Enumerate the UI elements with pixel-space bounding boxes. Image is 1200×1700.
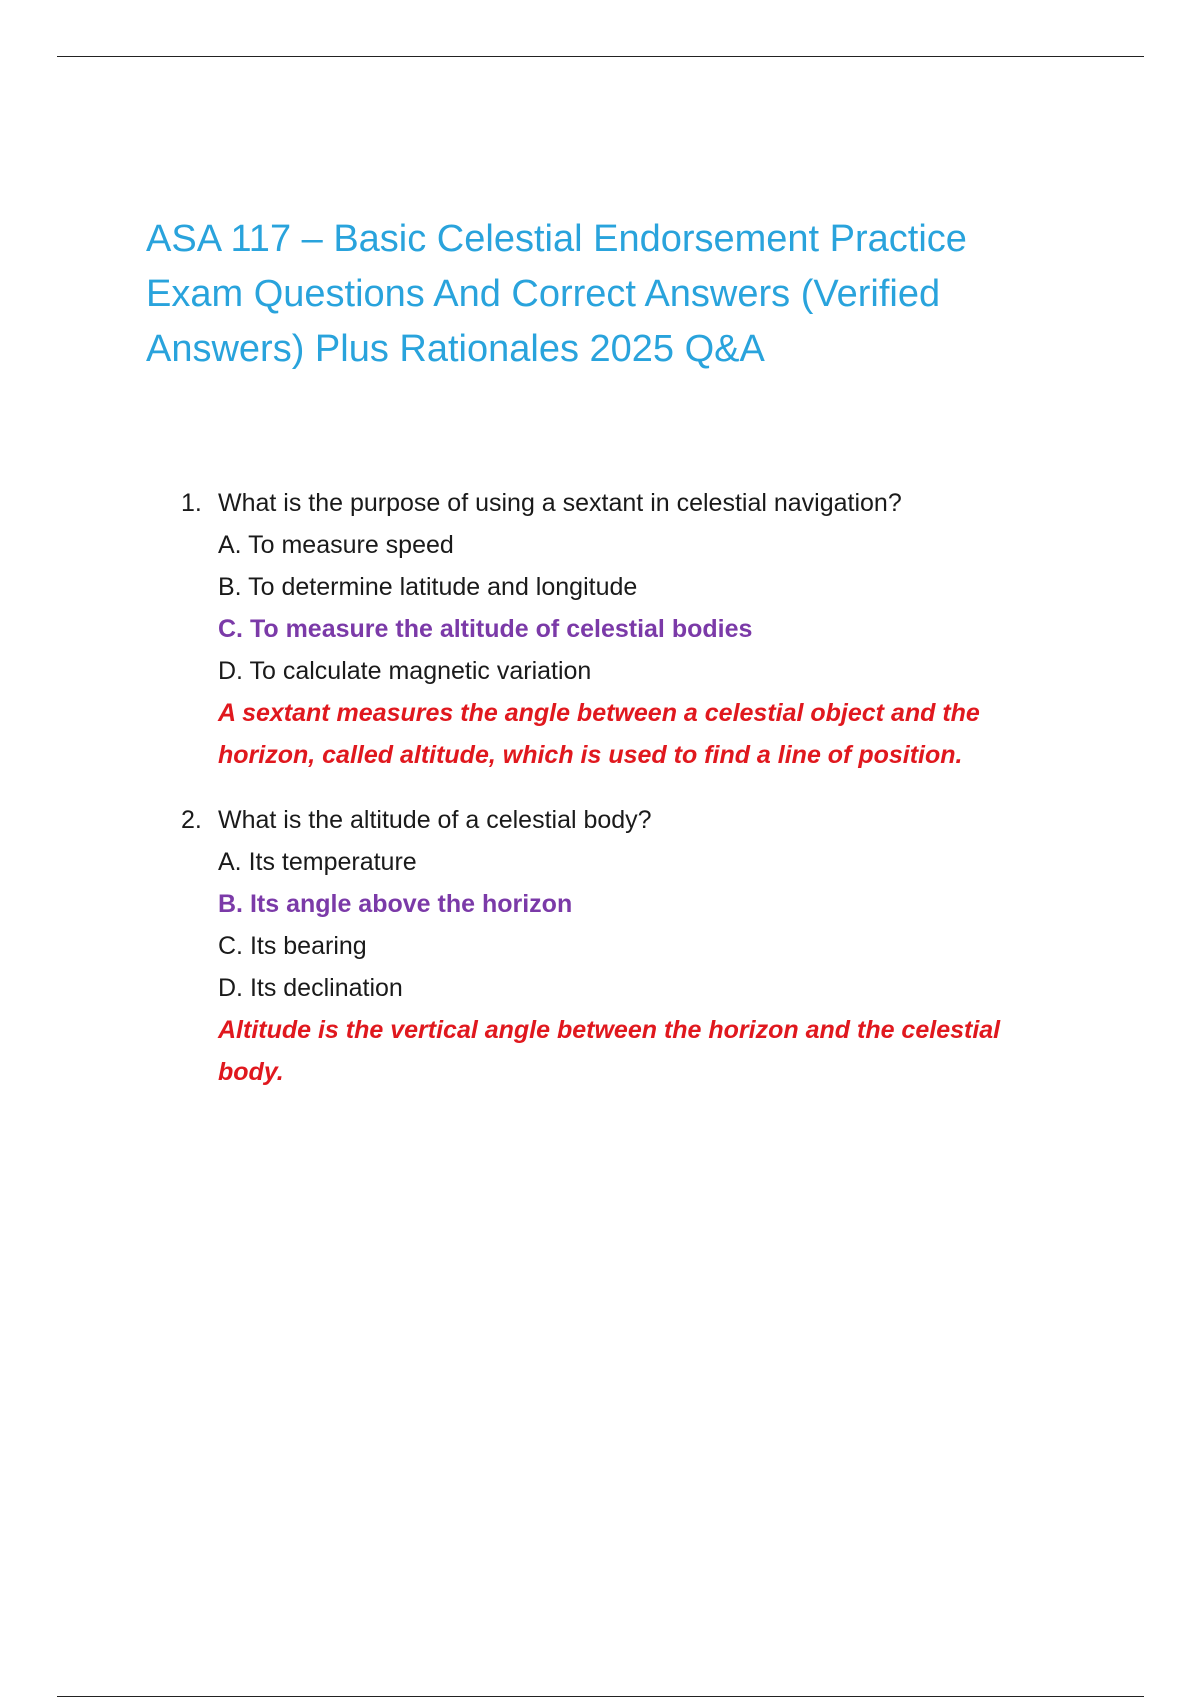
answer-option: A. Its temperature (218, 848, 417, 876)
answer-option: D. To calculate magnetic variation (218, 657, 592, 685)
answer-option: C. Its bearing (218, 932, 367, 960)
answer-option: A. To measure speed (218, 531, 454, 559)
question-text: What is the altitude of a celestial body? (218, 806, 652, 834)
correct-answer-option: B. Its angle above the horizon (218, 890, 573, 918)
header-rule (57, 56, 1144, 57)
question-number: 2. (181, 806, 202, 834)
answer-rationale: Altitude is the vertical angle between the horizon and the celestial body. (218, 1016, 1001, 1086)
question-text: What is the purpose of using a sextant in celestial navigation? (218, 489, 902, 517)
footer-rule (57, 1696, 1144, 1697)
answer-option: D. Its declination (218, 974, 403, 1002)
document-title: ASA 117 – Basic Celestial Endorsement Practice Exam Questions And Correct Answers (Verified Answers) Plus Rationales 2025 Q&A (146, 218, 967, 370)
correct-answer-option: C. To measure the altitude of celestial bodies (218, 615, 753, 643)
answer-rationale: A sextant measures the angle between a celestial object and the horizon, called altitude, which is used to find a line of position. (218, 699, 980, 769)
answer-option: B. To determine latitude and longitude (218, 573, 638, 601)
question-number: 1. (181, 489, 202, 517)
